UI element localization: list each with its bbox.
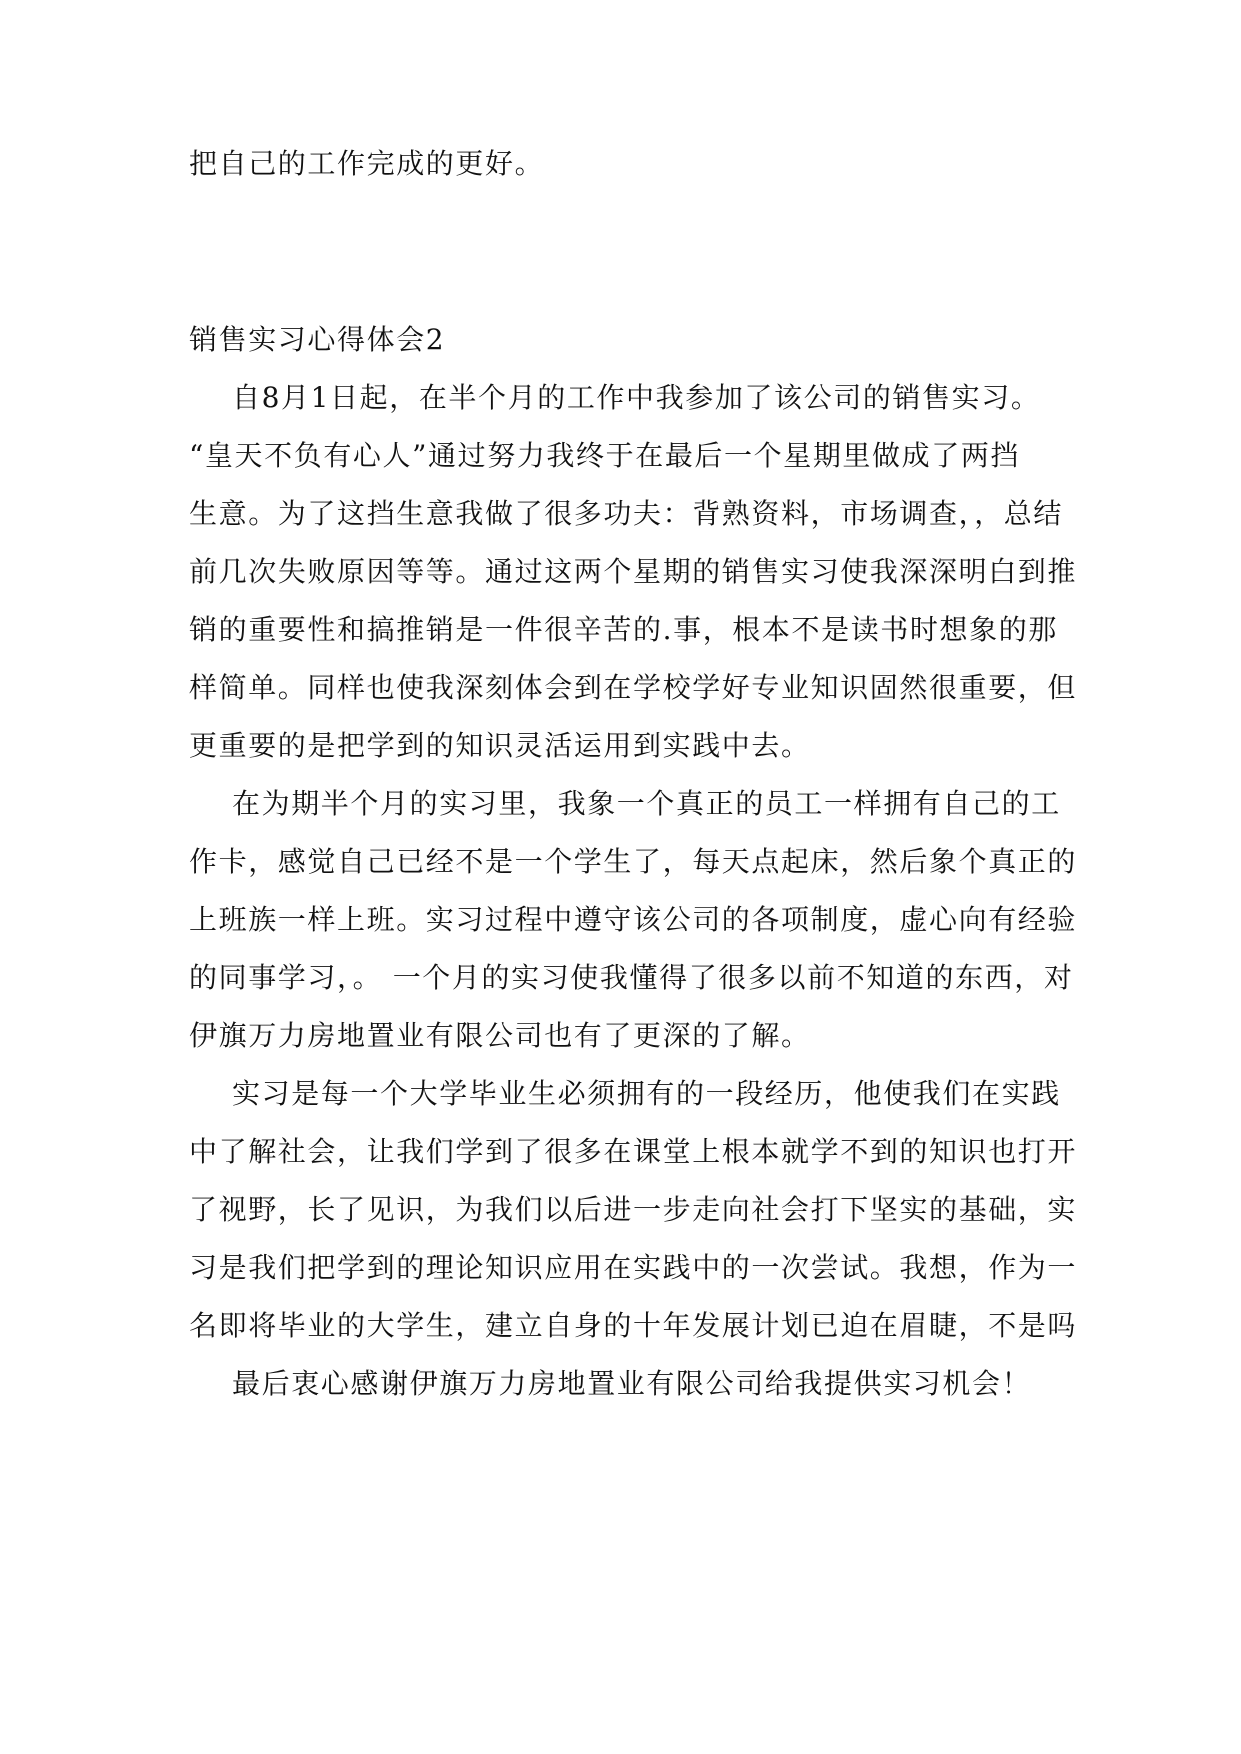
paragraph-3-line-2: 中了解社会，让我们学到了很多在课堂上根本就学不到的知识也打开 bbox=[189, 1135, 1078, 1168]
paragraph-1-line-7: 更重要的是把学到的知识灵活运用到实践中去。 bbox=[189, 729, 811, 762]
paragraph-1-line-6: 样简单。同样也使我深刻体会到在学校学好专业知识固然很重要，但 bbox=[189, 671, 1078, 704]
paragraph-3-line-4: 习是我们把学到的理论知识应用在实践中的一次尝试。我想，作为一 bbox=[189, 1251, 1078, 1284]
paragraph-3-line-1: 实习是每一个大学毕业生必须拥有的一段经历，他使我们在实践 bbox=[232, 1077, 1061, 1110]
paragraph-2-line-1: 在为期半个月的实习里，我象一个真正的员工一样拥有自己的工 bbox=[232, 787, 1061, 820]
paragraph-2-line-5: 伊旗万力房地置业有限公司也有了更深的了解。 bbox=[189, 1019, 811, 1052]
paragraph-1-line-2: “皇天不负有心人”通过努力我终于在最后一个星期里做成了两挡 bbox=[189, 439, 1021, 472]
paragraph-4-line-1: 最后衷心感谢伊旗万力房地置业有限公司给我提供实习机会！ bbox=[232, 1367, 1032, 1400]
paragraph-3-line-5: 名即将毕业的大学生，建立自身的十年发展计划已迫在眉睫，不是吗 bbox=[189, 1309, 1078, 1342]
paragraph-1-line-5: 销的重要性和搞推销是一件很辛苦的.事，根本不是读书时想象的那 bbox=[189, 613, 1058, 646]
carryover-line: 把自己的工作完成的更好。 bbox=[189, 147, 545, 180]
paragraph-2-line-2: 作卡，感觉自己已经不是一个学生了，每天点起床，然后象个真正的 bbox=[189, 845, 1078, 878]
paragraph-2-line-3: 上班族一样上班。实习过程中遵守该公司的各项制度，虚心向有经验 bbox=[189, 903, 1078, 936]
paragraph-3-line-3: 了视野，长了见识，为我们以后进一步走向社会打下坚实的基础，实 bbox=[189, 1193, 1078, 1226]
paragraph-2-line-4: 的同事学习，。 一个月的实习使我懂得了很多以前不知道的东西，对 bbox=[189, 961, 1074, 994]
paragraph-1-line-1: 自8月1日起，在半个月的工作中我参加了该公司的销售实习。 bbox=[232, 381, 1041, 414]
paragraph-1-line-3: 生意。为了这挡生意我做了很多功夫：背熟资料，市场调查，，总结 bbox=[189, 497, 1064, 530]
section-heading: 销售实习心得体会2 bbox=[189, 323, 446, 356]
paragraph-1-line-4: 前几次失败原因等等。通过这两个星期的销售实习使我深深明白到推 bbox=[189, 555, 1078, 588]
